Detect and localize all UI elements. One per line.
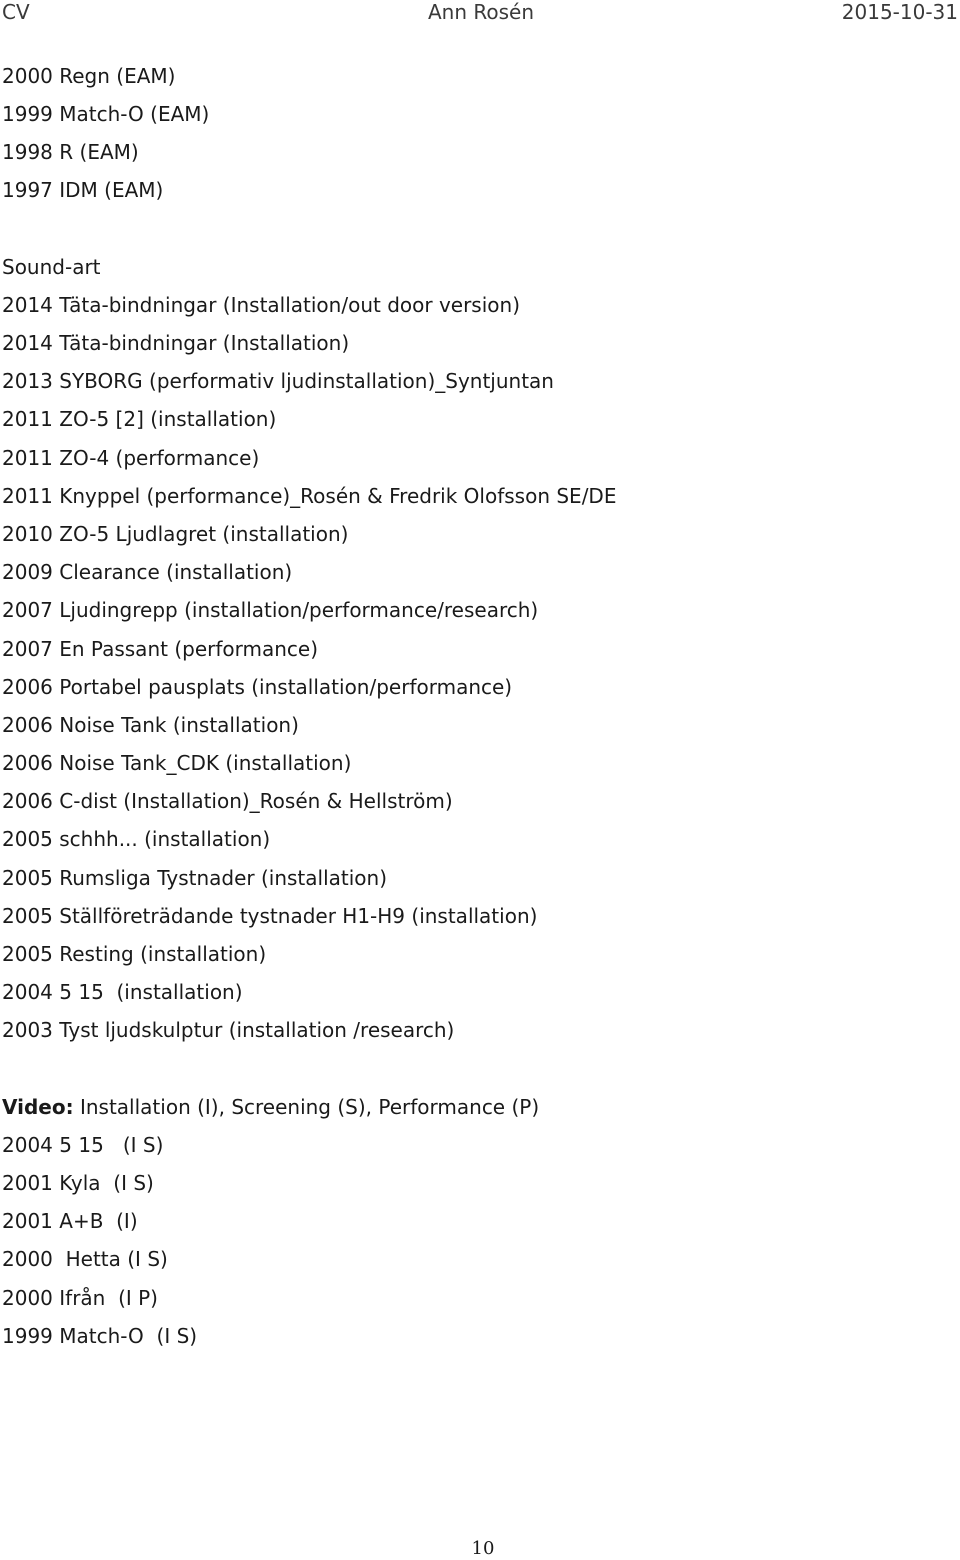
page-header <box>0 0 960 24</box>
list-item: 2006 Portabel pausplats (installation/performance) <box>2 675 513 699</box>
list-item: 2013 SYBORG (performativ ljudinstallation)_Syntjuntan <box>2 369 554 393</box>
header-document-type: CV <box>2 0 30 24</box>
list-item: 2005 Rumsliga Tystnader (installation) <box>2 866 387 890</box>
list-item: 1999 Match-O (I S) <box>2 1324 198 1348</box>
list-item: 2007 En Passant (performance) <box>2 637 319 661</box>
list-item: 1997 IDM (EAM) <box>2 178 164 202</box>
list-item: 2001 A+B (I) <box>2 1209 138 1233</box>
list-item: 2011 ZO-4 (performance) <box>2 446 260 470</box>
list-item: 1998 R (EAM) <box>2 140 139 164</box>
list-item: 2006 Noise Tank_CDK (installation) <box>2 751 352 775</box>
list-item: 2001 Kyla (I S) <box>2 1171 154 1195</box>
list-item: 2010 ZO-5 Ljudlagret (installation) <box>2 522 349 546</box>
list-item: 2014 Täta-bindningar (Installation) <box>2 331 350 355</box>
list-item: 2003 Tyst ljudskulptur (installation /research) <box>2 1018 455 1042</box>
list-item: 1999 Match-O (EAM) <box>2 102 210 126</box>
list-item: 2004 5 15 (installation) <box>2 980 243 1004</box>
list-item: 2000 Hetta (I S) <box>2 1247 168 1271</box>
list-item: 2005 schhh... (installation) <box>2 827 271 851</box>
section-heading-sound-art: Sound-art <box>2 255 101 279</box>
header-author-name: Ann Rosén <box>428 0 535 24</box>
video-heading-label: Video: <box>2 1095 74 1119</box>
list-item: 2005 Resting (installation) <box>2 942 267 966</box>
list-item: 2006 Noise Tank (installation) <box>2 713 299 737</box>
video-legend: Installation (I), Screening (S), Performance (P) <box>73 1095 540 1119</box>
section-heading-video <box>2 1094 539 1120</box>
list-item: 2005 Ställföreträdande tystnader H1-H9 (installation) <box>2 904 538 928</box>
list-item: 2011 ZO-5 [2] (installation) <box>2 407 277 431</box>
list-item: 2007 Ljudingrepp (installation/performance/research) <box>2 598 539 622</box>
list-item: 2004 5 15 (I S) <box>2 1133 164 1157</box>
header-date: 2015-10-31 <box>841 0 958 24</box>
list-item: 2006 C-dist (Installation)_Rosén & Hellström) <box>2 789 453 813</box>
list-item: 2000 Regn (EAM) <box>2 64 176 88</box>
list-item: 2009 Clearance (installation) <box>2 560 293 584</box>
list-item: 2000 Ifrån (I P) <box>2 1286 158 1310</box>
page-number: 10 <box>471 1538 495 1559</box>
list-item: 2011 Knyppel (performance)_Rosén & Fredrik Olofsson SE/DE <box>2 484 617 508</box>
list-item: 2014 Täta-bindningar (Installation/out door version) <box>2 293 520 317</box>
